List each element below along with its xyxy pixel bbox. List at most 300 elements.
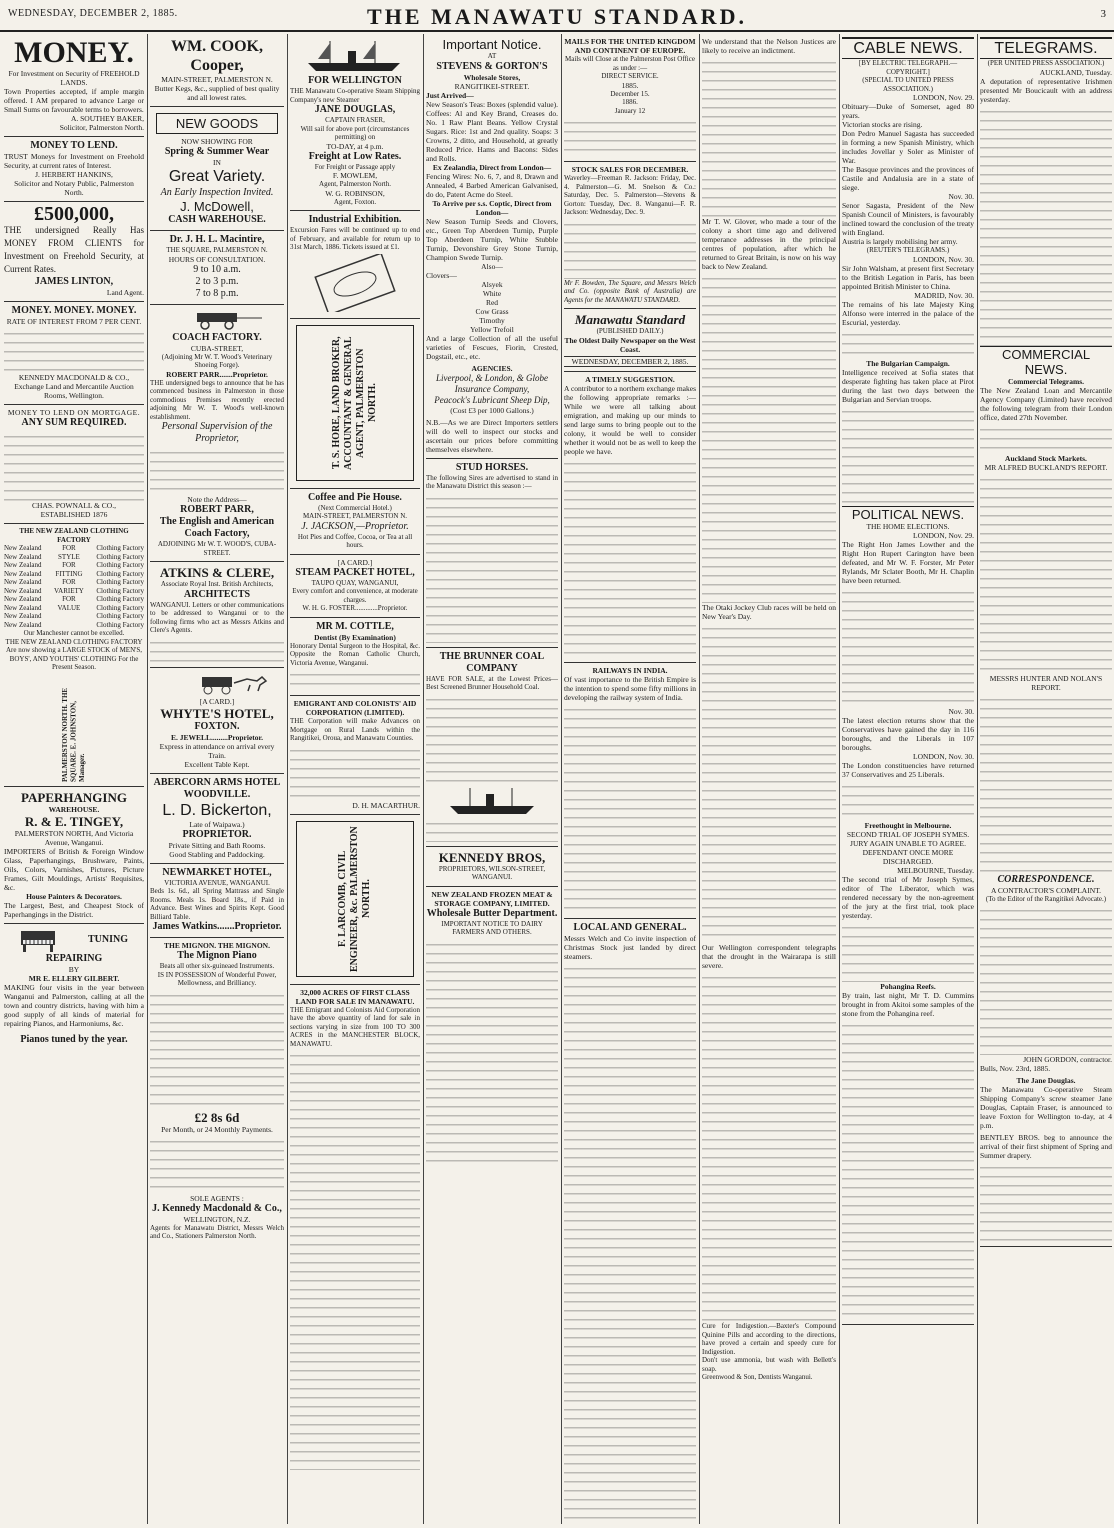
section-title: POLITICAL NEWS.: [842, 506, 974, 522]
paper-tagline: The Oldest Daily Newspaper on the West Coast.: [564, 335, 696, 354]
list-item: Clothing Factory: [96, 544, 144, 552]
list-item: Clothing Factory: [96, 552, 144, 561]
ad-jane-douglas: [290, 34, 420, 211]
ad-subtitle: WAREHOUSE.: [48, 804, 100, 814]
text-block: [980, 474, 1112, 674]
column-7: [842, 34, 974, 1524]
ad-address: (Adjoining Mr W. T. Wood's Veterinary Shoeing Forge).: [161, 352, 273, 369]
section-subtitle: [BY ELECTRIC TELEGRAPH.—COPYRIGHT.]: [858, 59, 958, 76]
ad-subtitle: For Investment on Security of FREEHOLD LANDS.: [8, 69, 140, 87]
ad-title: MONEY TO LEND ON MORTGAGE.: [7, 408, 141, 417]
list-item: Timothy: [479, 315, 505, 325]
ad-signature: KENNEDY MACDONALD & CO.,: [18, 373, 130, 382]
section-title: Auckland Stock Markets.: [1005, 453, 1087, 463]
ad-title: ATKINS & CLERE,: [159, 565, 275, 580]
section-subtitle: (REUTER'S TELEGRAMS.): [866, 246, 950, 254]
larcomb-box: [296, 821, 414, 977]
list-item: FITTING: [55, 569, 83, 578]
article-title: A TIMELY SUGGESTION.: [585, 374, 675, 384]
section-subtitle: SECOND TRIAL OF JOSEPH SYMES.: [846, 829, 970, 839]
ad-note: Note the Address—: [187, 495, 247, 504]
article-body: Don Pedro Manuel Sagasta has succeeded in forming a new Spanish Ministry, which includes Jovellar y Soler as Minister of War.: [842, 129, 974, 165]
ad-price: £2 8s 6d: [194, 1109, 240, 1125]
ad-body: THE Manawatu Co-operative Steam Shipping Company's new Steamer: [290, 87, 420, 104]
article-timely: [564, 372, 696, 663]
list-item: FOR: [62, 561, 76, 569]
article-body: The London constituencies have returned 37 Conservatives and 25 Liberals.: [842, 760, 974, 779]
column-5: [564, 34, 696, 1524]
dateline: Nov. 30.: [948, 192, 974, 201]
ad-body: THE undersigned begs to announce that he has commenced business in Palmerston in those commodious Premises recently erected adjoining Mr W. T. Wood's well-known establishment.: [150, 378, 284, 421]
ad-body: Every comfort and convenience, at moderate charges.: [292, 587, 418, 604]
ad-body: HAVE FOR SALE, at the Lowest Prices—Best Screened Brunner Household Coal.: [426, 674, 558, 691]
ad-title: STUD HORSES.: [455, 461, 529, 473]
ad-subtitle: NOW SHOWING FOR: [181, 137, 253, 146]
text-block: [290, 1050, 420, 1470]
ad-title: STEAM PACKET HOTEL,: [295, 566, 415, 578]
article-body: The Right Hon James Lowther and the Right Hon Rupert Carington have been defeated, and Mr W. F. Forster, Mr Peter Rylands, Mr Sclater Booth, Mr H. Chaplin have been returned.: [842, 539, 974, 585]
ad-money-money: [4, 302, 144, 405]
text-block: [4, 431, 144, 501]
ad-body: THE Emigrant and Colonists Aid Corporation have the above quantity of land for sale in sections varying in size from 100 TO 300 ACRES in the MANCHESTER BLOCK, MANAWATU.: [290, 1005, 420, 1048]
ad-body: New Season Turnip Seeds and Clovers, etc., Green Top Aberdeen Turnip, Purple Top Aberdeen Turnip, White Stubble Turnip, Devonshire Grey Stone Turnip, Champion Swede Turnip.: [426, 216, 558, 262]
ad-title: 32,000 ACRES OF FIRST CLASS LAND FOR SALE IN MANAWATU.: [295, 987, 415, 1006]
article-body: The remains of his late Majesty King Alfonso were interred in the palace of the Escurial, yesterday.: [842, 299, 974, 327]
list-item: New Zealand: [4, 603, 42, 612]
section-subtitle: MESSRS HUNTER AND NOLAN'S REPORT.: [989, 673, 1103, 692]
ad-body: Peacock's Lubricant Sheep Dip,: [434, 394, 550, 405]
column-1: [4, 34, 144, 1524]
text-block: [426, 818, 558, 842]
ad-body: IMPORTERS of British & Foreign Window Glass, Paperhangings, Brushware, Paints, Oils, Colors, Varnishes, Pictures, Picture Frames, Gilt Mouldings, Artists' Requisites, &c.: [4, 846, 144, 892]
text-block: [150, 1136, 284, 1194]
paper-logo: Manawatu Standard: [574, 312, 686, 327]
ad-subtitle: Freight at Low Rates.: [308, 150, 402, 162]
list-item: STYLE: [58, 552, 80, 561]
article-body: We understand that the Nelson Justices are likely to receive an indictment.: [702, 37, 836, 55]
ad-card: [A CARD.]: [199, 696, 235, 706]
text-block: [842, 329, 974, 359]
ad-subtitle: ARCHITECTS: [183, 588, 251, 600]
section-title: STOCK SALES FOR DECEMBER.: [571, 165, 689, 174]
ad-title: NEW GOODS: [175, 116, 259, 131]
ad-subtitle: CASH WAREHOUSE.: [168, 214, 266, 225]
ad-body: Liverpool, & London, & Globe Insurance Company,: [436, 372, 548, 394]
ad-body: New Season's Teas: Boxes (splendid value). Coffees: Al and Key Brand, Creases do. No. 1 Raw Plant Beans. Yellow Crystal Sugars. Rice: 1st and 2nd quality. Soaps: 3 Crowns, 2 ditto, and Household, at greatly Reduced Price. Hams and Bacons: Sides and Rolls.: [426, 99, 558, 163]
section-subtitle: (To the Editor of the Rangitikei Advocate.): [985, 894, 1107, 903]
section-subtitle: THE HOME ELECTIONS.: [866, 521, 950, 531]
text-block: [842, 587, 974, 707]
ticket-icon: [310, 254, 400, 312]
ad-address: TAUPO QUAY, WANGANUI,: [311, 578, 399, 587]
section-body: Waverley—Freeman R. Jackson: Friday, Dec. 4. Palmerston—G. M. Snelson & Co.: Saturday, Dec. 5. Palmerston—Stevens & Gorton: Tuesday, Dec. 8. Wanganui—F. R. Jackson: Wednesday, Dec. 9.: [564, 174, 696, 216]
ad-subtitle: Spring & Summer Wear: [164, 146, 270, 157]
ad-title: PAPERHANGING: [21, 789, 127, 805]
ad-money-to-lend: [4, 137, 144, 202]
ad-emigrant: [290, 696, 420, 815]
ad-address: VICTORIA AVENUE, WANGANUI.: [164, 878, 270, 887]
ad-address: RANGITIKEI-STREET.: [454, 81, 530, 91]
ad-kennedy-bros: [426, 847, 558, 887]
ad-signature: ROBERT PARR,: [180, 504, 254, 515]
ad-hore: [290, 319, 420, 489]
ad-abercorn: [150, 774, 284, 864]
text-block: [4, 328, 144, 373]
ad-body: N.B.—As we are Direct Importers settlers will do well to inspect our stocks and ascertain our prices before committing themselves elsewhere.: [426, 417, 558, 454]
ad-whytes: [150, 668, 284, 774]
ad-body: Beds 1s. 6d., all Spring Mattrass and Single Rooms. Meals 1s. Board 18s., if Paid in Advance. Best Wines and Spirits Kept. Good Billiard Table.: [150, 887, 284, 921]
ad-signature: Agent, Palmerston North.: [319, 180, 391, 188]
ad-note: Agents for Manawatu District, Messrs Welch and Co., Stationers Palmerston North.: [150, 1223, 284, 1240]
ad-hours: 9 to 10 a.m.: [193, 263, 241, 275]
section-subtitle: MR ALFRED BUCKLAND'S REPORT.: [984, 462, 1108, 472]
ad-mcdowell: [150, 107, 284, 231]
article-dateline: Bulls, Nov. 23rd, 1885.: [980, 1064, 1051, 1073]
section-title: CORRESPONDENCE.: [997, 873, 1095, 885]
dateline: LONDON, Nov. 29.: [913, 93, 974, 102]
list-item: VALUE: [57, 603, 81, 612]
article-body: Obituary—Duke of Somerset, aged 80 years.: [842, 102, 974, 120]
ad-brunner: [426, 648, 558, 847]
clothing-left: [4, 544, 42, 629]
section-subtitle: (SPECIAL TO UNITED PRESS ASSOCIATION.): [862, 76, 954, 93]
new-goods-box: [156, 113, 278, 134]
ad-body: The following Sires are advertised to stand in the Manawatu District this season :—: [426, 473, 558, 490]
ad-signature: CHAS. POWNALL & CO.,: [32, 501, 116, 510]
ad-stevens-gorton: [426, 34, 558, 459]
section-body: Mails will Close at the Palmerston Post Office as under :—: [565, 55, 695, 72]
ad-subtitle: Dentist (By Examination): [314, 632, 396, 642]
article-body: The latest election returns show that the Conservatives have gained the day in 116 boroughs, and the Liberals in 107 boroughs.: [842, 715, 974, 752]
ad-body: Hot Pies and Coffee, Cocoa, or Tea at all hours.: [297, 532, 413, 549]
ad-title: WHYTE'S HOTEL,: [160, 705, 274, 721]
ad-title: The English and American Coach Factory,: [159, 516, 275, 539]
ad-clothing: [4, 524, 144, 787]
section-subtitle: A CONTRACTOR'S COMPLAINT.: [990, 885, 1102, 895]
dateline: MELBOURNE, Tuesday.: [897, 865, 974, 875]
ad-subtitle: Ex Zealandia, Direct from London—: [432, 162, 552, 172]
ad-body: MAKING four visits in the year between Wanganui and Palmerston, calling at all the town and country districts, having with him a good supply of all kinds of material for repairing Pianos, and Harmoniums, &c.: [4, 982, 144, 1028]
clothing-mid: [54, 544, 84, 629]
section-subtitle: DEFENDANT ONCE MORE DISCHARGED.: [862, 847, 954, 866]
list-item: New Zealand: [4, 552, 42, 561]
ad-subtitle: Associate Royal Inst. British Architects,: [160, 580, 274, 588]
section-title: COMMERCIAL NEWS.: [980, 346, 1112, 377]
ad-signature: J. Kennedy Macdonald & Co.,: [152, 1202, 282, 1214]
ad-body: Honorary Dental Surgeon to the Hospital, &c. Opposite the Roman Catholic Church, Victoria Avenue, Wanganui.: [290, 641, 420, 667]
ad-body: TRUST Moneys for Investment on Freehold Security, at current rates of Interest.: [4, 152, 144, 170]
masthead: [0, 0, 1114, 32]
steamship-icon: [300, 39, 410, 73]
ad-body: Will sail for above port (circumstances permitting) on: [300, 124, 410, 141]
text-block: [980, 424, 1112, 454]
column-rule: [839, 34, 840, 1524]
article-body: Victorian stocks are rising.: [842, 120, 923, 129]
ad-title: NEW ZEALAND FROZEN MEAT & STORAGE COMPANY, LIMITED.: [431, 889, 553, 908]
ad-hours: 2 to 3 p.m.: [195, 275, 239, 287]
ad-body: THE NEW ZEALAND CLOTHING FACTORY Are now showing a LARGE STOCK of MEN'S, BOYS', AND YOUTHS' CLOTHING For the Present Season.: [5, 637, 143, 671]
hore-box: [296, 325, 414, 481]
steamship-icon: [442, 786, 542, 816]
ad-signature: Solicitor, Palmerston North.: [59, 123, 144, 132]
text-block: [426, 694, 558, 784]
ad-subtitle: Late of Waipawa.): [189, 819, 245, 829]
ad-body: The Largest, Best, and Cheapest Stock of Paperhangings in the District.: [4, 900, 144, 919]
ad-title: MONEY. MONEY. MONEY.: [11, 305, 137, 316]
text-block: [150, 990, 284, 1110]
ad-subtitle: RATE OF INTEREST FROM 7 PER CENT.: [6, 317, 142, 326]
list-item: Clothing Factory: [96, 603, 144, 612]
ad-signature: D. H. MACARTHUR.: [352, 800, 420, 810]
article-body: Senor Sagasta, President of the New Spanish Council of Ministers, is favourably inclined toward the conclusion of the treaty with England.: [842, 201, 974, 237]
ad-subtitle: House Painters & Decorators.: [26, 891, 122, 901]
list-item: New Zealand: [4, 612, 42, 620]
ad-title: MR M. COTTLE,: [316, 620, 394, 632]
ad-address: ADJOINING Mr W. T. WOOD'S, CUBA-STREET.: [157, 540, 277, 557]
text-block: [702, 972, 836, 1322]
ad-subtitle: IMPORTANT NOTICE TO DAIRY FARMERS AND OTHERS.: [441, 919, 543, 936]
ad-title: STEVENS & GORTON'S: [436, 60, 548, 72]
ad-newmarket: [150, 864, 284, 939]
article-title: RAILWAYS IN INDIA.: [592, 665, 668, 675]
list-item: Clothing Factory: [96, 620, 144, 629]
ad-body: WANGANUI. Letters or other communications to be addressed to Wanganui or to the following firms who act as Messrs Atkins and Clere's Agents.: [150, 600, 284, 634]
ad-title: Important Notice.: [442, 37, 542, 52]
list-item: New Zealand: [4, 569, 42, 578]
ad-subtitle: An Early Inspection Invited.: [160, 187, 274, 198]
ad-steam-packet: [290, 555, 420, 618]
section-subtitle: Commercial Telegrams.: [1007, 376, 1085, 386]
stock-sales: [564, 162, 696, 309]
text-block: [702, 57, 836, 217]
ad-subtitle: (Next Commercial Hotel.): [318, 503, 392, 512]
article-title: LOCAL AND GENERAL.: [573, 921, 687, 933]
section-title: Freethought in Melbourne.: [864, 820, 952, 830]
column-4: [426, 34, 558, 1524]
text-block: [290, 745, 420, 801]
text-block: [842, 781, 974, 821]
ad-gilbert: [4, 924, 144, 1050]
ad-macintire: [150, 231, 284, 305]
ad-tingey: [4, 787, 144, 924]
article-body: Cure for Indigestion.—Baxter's Compound Quinine Pills and according to the directions, have proved a certain and speedy cure for Indigestion.: [702, 1322, 836, 1356]
text-block: [702, 623, 836, 943]
ad-body: Excellent Table Kept.: [184, 759, 250, 769]
list-item: New Zealand: [4, 595, 42, 603]
ad-cook: [150, 34, 284, 107]
ad-subtitle: HOURS OF CONSULTATION.: [168, 254, 266, 264]
list-item: White: [482, 288, 502, 298]
section-subtitle: DIRECT SERVICE.: [601, 72, 659, 80]
dateline: LONDON, Nov. 29.: [913, 530, 974, 540]
ad-title: THE NEW ZEALAND CLOTHING FACTORY: [19, 527, 129, 544]
column-2: [150, 34, 284, 1524]
list-item: Clothing Factory: [96, 569, 144, 578]
mails-notice: [564, 34, 696, 162]
ad-address: WOODVILLE.: [183, 788, 251, 800]
ad-subtitle: Wholesale Stores,: [463, 72, 521, 82]
ad-card: [A CARD.]: [337, 557, 373, 567]
ad-money: [4, 34, 144, 137]
ad-body: Good Stabling and Paddocking.: [169, 849, 265, 859]
text-block: [564, 704, 696, 914]
ad-signature: ROBERT PARR.......Proprietor.: [166, 369, 268, 379]
ad-address: CUBA-STREET,: [190, 343, 244, 353]
page-number: 3: [1100, 8, 1106, 20]
list-item: FOR: [62, 578, 76, 586]
ad-subtitle: AGENCIES.: [471, 363, 513, 373]
ad-title: Great Variety.: [168, 168, 266, 185]
ad-mignon: [150, 938, 284, 1245]
dateline: AUCKLAND, Tuesday.: [1039, 67, 1112, 77]
ad-signature: Agent, Foxton.: [333, 197, 377, 206]
masthead-title: THE MANAWATU STANDARD.: [367, 4, 747, 29]
article-body: Don't use ammonia, but wash with Bellett's soap.: [702, 1356, 836, 1373]
ad-subtitle: IN: [213, 158, 221, 167]
list-item: Alsyek: [481, 279, 503, 289]
ad-industrial: [290, 211, 420, 319]
text-block: [150, 637, 284, 663]
article-body: A deputation of representative Irishmen presented Mr Boucicault with an address yesterday.: [980, 76, 1112, 104]
column-rule: [147, 34, 148, 1524]
ad-body: Butter Kegs, &c., supplied of best quality and all lowest rates.: [154, 84, 280, 102]
article-body: The Basque provinces and the provinces of Castile and Andalusia are in a state of siege.: [842, 165, 974, 192]
ad-body: Beats all other six-guineaed Instruments.: [159, 962, 275, 970]
article-body: Of vast importance to the British Empire is the intention to spend some fifty millions in developing the railway system of India.: [564, 674, 696, 702]
ad-subtitle: Wholesale Butter Department.: [426, 907, 558, 919]
ad-linton: [4, 202, 144, 302]
list-item: Red: [485, 297, 499, 307]
ad-title: £500,000,: [34, 203, 114, 225]
list-item: New Zealand: [4, 586, 42, 595]
list-item: 1886.: [622, 98, 638, 106]
article-body: Our Wellington correspondent telegraphs that the drought in the Wairarapa is still severe.: [702, 943, 836, 970]
ad-body: THE undersigned Really Has MONEY FROM CLIENTS for Investment on Freehold Security, at Current Rates.: [4, 225, 144, 274]
section-subtitle: JURY AGAIN UNABLE TO AGREE.: [850, 838, 966, 848]
article-signature: JOHN GORDON, contractor.: [1023, 1055, 1112, 1064]
article-body: By train, last night, Mr T. D. Cummins brought in from Akitoi some samples of the stone from the Pohangina reef.: [842, 990, 974, 1018]
list-item: FOR: [62, 544, 76, 552]
article-body: Greenwood & Son, Dentists Wanganui.: [702, 1373, 813, 1381]
coach-horses-icon: [162, 673, 272, 695]
ad-signature: W. H. G. FOSTER.............Proprietor.: [302, 604, 408, 612]
ad-title: L. D. Bickerton,: [162, 801, 272, 819]
ad-vertical-text: PALMERSTON NORTH. THE SQUARE. E. JOHNSTON, Manager.: [61, 687, 87, 782]
column-3: [290, 34, 420, 1524]
text-block: [564, 117, 696, 157]
paper-date: WEDNESDAY, DECEMBER 2, 1885.: [564, 356, 696, 367]
dateline: LONDON, Nov. 30.: [913, 751, 974, 761]
list-item: January 12: [614, 106, 646, 115]
piano-row: [4, 927, 144, 953]
dateline: Nov. 30.: [948, 706, 974, 716]
ad-title: COACH FACTORY.: [172, 331, 262, 343]
article-local: [564, 919, 696, 1525]
article-body: BENTLEY BROS. beg to announce the arrival of their first shipment of Spring and Summer drapery.: [980, 1133, 1112, 1160]
clothing-right: [96, 544, 144, 629]
article-body: Sir John Walsham, at present first Secretary to the British Legation in Paris, has been appointed British Minister to China.: [842, 263, 974, 291]
ad-body: THE Corporation will make Advances on Mortgage on Rural Lands within the Rangitikei, Oroua, and Manawatu Counties.: [290, 717, 420, 742]
section-subtitle: (PER UNITED PRESS ASSOCIATION.): [987, 59, 1105, 67]
article-railways: [564, 663, 696, 919]
text-block: [564, 963, 696, 1523]
article-body: The second trial of Mr Joseph Symes, editor of The Liberator, which was rendered necessary by the non-agreement of the jury at the first trial, took place yesterday.: [842, 874, 974, 920]
text-block: [980, 106, 1112, 346]
clothing-vertical: [4, 672, 144, 782]
ad-title: NEWMARKET HOTEL,: [162, 866, 272, 878]
ad-subtitle: Clovers—: [426, 270, 457, 280]
text-block: [290, 669, 420, 691]
ad-price-note: Per Month, or 24 Monthly Payments.: [161, 1124, 273, 1134]
ad-title: FOR WELLINGTON: [308, 75, 402, 86]
clothing-grid: [4, 544, 144, 629]
article-body: The Manawatu Co-operative Steam Shipping Company's screw steamer Jane Douglas, Captain Fraser, is announced to leave Foxton for Wellington to-day, at 4 p.m.: [980, 1085, 1112, 1130]
list-item: Clothing Factory: [96, 561, 144, 569]
ad-title: MONEY TO LEND.: [30, 140, 118, 151]
ad-body: Excursion Fares will be continued up to end of February, and available for return up to 31st March, 1886. Tickets issued at £1.: [290, 226, 420, 251]
ad-signature: JAMES LINTON,: [34, 276, 114, 287]
ad-subtitle: JANE DOUGLAS,: [314, 104, 396, 115]
list-item: Clothing Factory: [96, 595, 144, 603]
standard-masthead: [564, 309, 696, 372]
ad-title: THE BRUNNER COAL COMPANY: [439, 650, 545, 674]
ad-body: Fencing Wires: No. 6, 7, and 8, Drawn and Annealed, 4 Barbed American Galvanised, do do, Patent Acme do Steel.: [426, 171, 558, 199]
ad-title: ANY SUM REQUIRED.: [21, 417, 127, 428]
column-rule: [699, 34, 700, 1524]
ad-title: EMIGRANT AND COLONISTS' AID CORPORATION (LIMITED).: [293, 699, 417, 717]
article-body: The Otaki Jockey Club races will be held on New Year's Day.: [702, 603, 836, 621]
ad-subtitle: To Arrive per s.s. Coptic, Direct from London—: [432, 198, 552, 217]
ad-address: WELLINGTON, N.Z.: [183, 1214, 251, 1224]
ad-larcomb: [290, 815, 420, 985]
cable-news: [842, 34, 974, 1325]
text-block: [564, 458, 696, 658]
text-block: [426, 493, 558, 643]
ad-body: And a large Collection of all the useful varieties of Fescues, Fiorin, Crested, Dogstail, etc., etc.: [426, 333, 558, 361]
list-item: New Zealand: [4, 561, 42, 569]
column-rule: [561, 34, 562, 1524]
text-block: [980, 905, 1112, 1055]
section-title: CABLE NEWS.: [842, 37, 974, 59]
list-item: Cow Grass: [475, 306, 509, 316]
ad-title: ABERCORN ARMS HOTEL: [153, 776, 281, 788]
section-title: TELEGRAMS.: [980, 37, 1112, 59]
article-body: Mr T. W. Glover, who made a tour of the colony a short time ago and delivered temperance addresses in the principal centres of population, after which he returned to Great Britain, is now on his way back to New Zealand.: [702, 217, 836, 271]
ad-title: The Mignon Piano: [177, 950, 257, 961]
ad-body: Town Properties accepted, if ample margin offered. I AM prepared to advance Large or Small Sums on favourable terms to borrowers.: [4, 87, 144, 114]
column-rule: [977, 34, 978, 1524]
ad-body: CAPTAIN FRASER,: [325, 116, 385, 124]
dateline: MADRID, Nov. 30.: [914, 290, 974, 300]
list-item: Clothing Factory: [96, 586, 144, 595]
ad-signature: J. JACKSON,—Proprietor.: [301, 520, 409, 532]
ad-signature: James Watkins.......Proprietor.: [152, 921, 282, 932]
list-item: Clothing Factory: [96, 578, 144, 586]
ad-footer: Pianos tuned by the year.: [20, 1033, 128, 1045]
ad-title: R. & E. TINGEY,: [24, 813, 124, 829]
ad-address: PALMERSTON NORTH, And Victoria Avenue, Wanganui.: [14, 828, 134, 847]
ad-note: Our Manchester cannot be excelled.: [23, 629, 125, 637]
list-item: December 15.: [610, 89, 650, 98]
section-title: MAILS FOR THE UNITED KINGDOM AND CONTINENT OF EUROPE.: [564, 37, 696, 55]
ad-body: IS IN POSSESSION of Wonderful Power, Mellowness, and Brilliancy.: [157, 970, 277, 987]
ad-body: Private Sitting and Bath Rooms.: [168, 840, 266, 850]
ad-title: MONEY.: [14, 36, 134, 69]
ad-signature: J. HERBERT HANKINS,: [35, 170, 113, 179]
ad-body: Express in attendance on arrival every Train.: [159, 741, 275, 760]
ad-hours: 7 to 8 p.m.: [195, 287, 239, 299]
ad-frozen-meat: [426, 887, 558, 1173]
